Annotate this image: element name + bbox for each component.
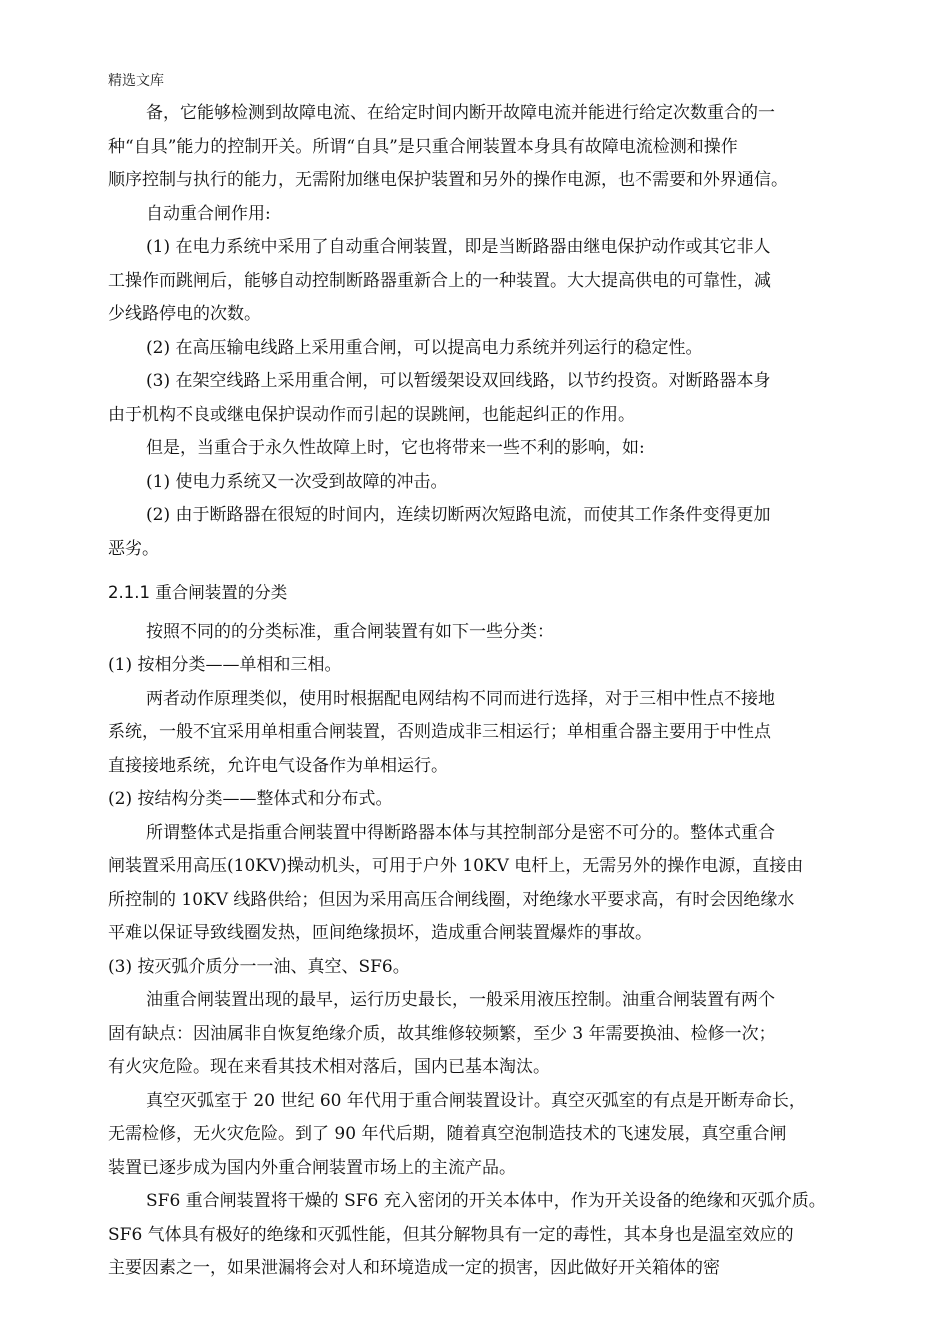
text-line: 无需检修，无火灾危险。到了 90 年代后期，随着真空泡制造技术的飞速发展，真空重合闸 [108,1124,787,1144]
text-line: SF6 重合闸装置将干燥的 SF6 充入密闭的开关本体中，作为开关设备的绝缘和灭弧介质。 [146,1191,826,1211]
document-body [108,97,878,1286]
text-line: 自动重合闸作用: [146,203,271,224]
paragraph-block-1 [108,97,878,566]
text-line: 平难以保证导致线圈发热，匝间绝缘损坏，造成重合闸装置爆炸的事故。 [108,923,652,943]
text-line: 真空灭弧室于 20 世纪 60 年代用于重合闸装置设计。真空灭弧室的有点是开断寿命长， [146,1090,806,1111]
text-line: 所谓整体式是指重合闸装置中得断路器本体与其控制部分是密不可分的。整体式重合 [146,822,775,843]
text-line: (2) 由于断路器在很短的时间内，连续切断两次短路电流，而使其工作条件变得更加 [146,505,771,525]
section-heading: 2.1.1 重合闸装置的分类 [108,583,288,602]
text-line: (1) 在电力系统中采用了自动重合闸装置，即是当断路器由继电保护动作或其它非人 [146,237,771,257]
text-line: 油重合闸装置出现的最早，运行历史最长，一般采用液压控制。油重合闸装置有两个 [146,990,775,1010]
text-line: 按照不同的的分类标准，重合闸装置有如下一些分类： [146,621,554,642]
paragraph-block-2 [108,616,878,1286]
text-line: (2) 在高压输电线路上采用重合闸，可以提高电力系统并列运行的稳定性。 [146,337,703,358]
text-line: (1) 按相分类——单相和三相。 [108,655,342,675]
text-line: 但是，当重合于永久性故障上时，它也将带来一些不利的影响，如: [146,438,645,458]
text-line: 恶劣。 [108,538,159,559]
text-line: (1) 使电力系统又一次受到故障的冲击。 [146,471,448,492]
text-line: (3) 按灭弧介质分一一油、真空、SF6。 [108,956,410,977]
text-line: 种“自具”能力的控制开关。所谓“自具”是只重合闸装置本身具有故障电流检测和操作 [108,136,738,157]
page-header-label: 精选文库 [108,73,164,89]
text-line: 装置已逐步成为国内外重合闸装置市场上的主流产品。 [108,1157,516,1178]
text-line: 直接接地系统，允许电气设备作为单相运行。 [108,755,448,776]
text-line: 由于机构不良或继电保护误动作而引起的误跳闸，也能起纠正的作用。 [108,404,635,425]
text-line: 所控制的 10KV 线路供给；但因为采用高压合闸线圈，对绝缘水平要求高，有时会因绝缘水 [108,889,795,910]
text-line: 两者动作原理类似，使用时根据配电网结构不同而进行选择，对于三相中性点不接地 [146,688,775,709]
text-line: (2) 按结构分类——整体式和分布式。 [108,789,393,809]
text-line: 主要因素之一，如果泄漏将会对人和环境造成一定的损害，因此做好开关箱体的密 [108,1258,720,1278]
text-line: (3) 在架空线路上采用重合闸，可以暂缓架设双回线路，以节约投资。对断路器本身 [146,371,771,391]
text-line: 固有缺点：因油属非自恢复绝缘介质，故其维修较频繁，至少 3 年需要换油、检修一次； [108,1023,776,1044]
text-line: 工操作而跳闸后，能够自动控制断路器重新合上的一种装置。大大提高供电的可靠性，减 [108,270,771,291]
text-line: SF6 气体具有极好的绝缘和灭弧性能，但其分解物具有一定的毒性，其本身也是温室效应的 [108,1224,794,1245]
text-line: 少线路停电的次数。 [108,304,261,324]
text-line: 顺序控制与执行的能力，无需附加继电保护装置和另外的操作电源，也不需要和外界通信。 [108,170,788,190]
text-line: 有火灾危险。现在来看其技术相对落后，国内已基本淘汰。 [108,1057,550,1077]
text-line: 闸装置采用高压(10KV)操动机头，可用于户外 10KV 电杆上，无需另外的操作电源，直接由 [108,856,804,876]
text-line: 系统，一般不宜采用单相重合闸装置，否则造成非三相运行；单相重合器主要用于中性点 [108,722,771,742]
text-line: 备，它能够检测到故障电流、在给定时间内断开故障电流并能进行给定次数重合的一 [146,103,775,123]
